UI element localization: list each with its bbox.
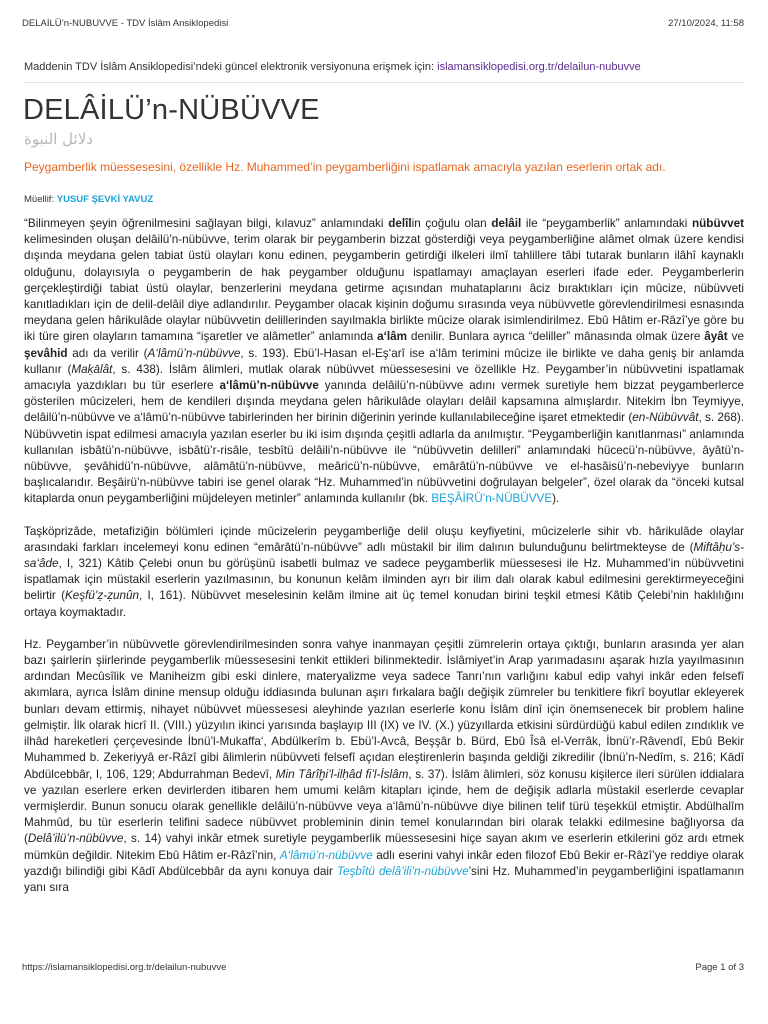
text-run: yanında delâilü’n-nübüvve adını vermek suretiyle hem bizzat peygamberlerce gösterilen mûcizeleri, hem de kendileri dışında meydana gelen hârikulâde olayları delâil kapsamına almışlardır. Nitekim İbn Teymiyye, delâilü’n-nübüvve ve a‘lâmü’n-nübüvve tabirlerinden her birinin diğerinin yerinde kullanılabileceğine işaret etmektedir ( bbox=[24, 379, 744, 425]
term-bold: âyât bbox=[704, 330, 728, 344]
text-run: ile “peygamberlik” anlamındaki bbox=[521, 217, 693, 230]
author-label: Müellif: bbox=[24, 194, 55, 205]
version-notice bbox=[24, 61, 744, 73]
text-run: ve bbox=[727, 330, 744, 344]
text-run: , I, 321) Kâtib Çelebi onun bu görüşünü isabetli bulmaz ve sadece peygamberlik müessesesi ile Hz. Muhammed’in nübüvvetini ispatlamak için müstakil eserlerin yazılmasının, bu konunun kelâm ilminden ayrı bir ilim dalı olarak kabul edilmesini gerektirmeyeceğini belirtir ( bbox=[24, 557, 744, 603]
text-run: Taşköprizâde, metafiziğin bölümleri içinde mûcizelerin peygamberliğe delil oluşu keyfiyetini, mûcizelerle sihir vb. hârikulâde olaylar arasındaki farkları incelemeyi konu edinen “emârâtü’n-nübüvve” adlı müstakil bir ilim dalının bulunduğunu belirtmekteyse de ( bbox=[24, 524, 744, 554]
term-bold: a‘lâmü’n-nübüvve bbox=[219, 379, 319, 393]
text-run: ’sini Hz. Muhammed’in peygamberliğini ispatlamanın yanı sıra bbox=[24, 864, 744, 894]
print-footer-url: https://islamansiklopedisi.org.tr/delailun-nubuvve bbox=[22, 962, 227, 973]
paragraph bbox=[24, 637, 744, 896]
version-notice-link[interactable]: islamansiklopedisi.org.tr/delailun-nubuvve bbox=[437, 61, 641, 73]
text-run: , s. 193). Ebü’l-Hasan el-Eş‘arî ise a‘lâm terimini mûcize ile birlikte ve daha geniş bir anlamda kullanır ( bbox=[24, 346, 744, 376]
cross-reference-link[interactable]: Teşbîtü delâ’ili’n-nübüvve bbox=[336, 864, 469, 878]
source-title: en-Nübüvvât bbox=[632, 411, 699, 425]
text-run: , s. 438). İslâm âlimleri, mutlak olarak nübüvvet müessesesini ve özellikle Hz. Peygamber’in nübüvvetini ispatlamak amacıyla yazdıkları bu tür eserlere bbox=[24, 362, 744, 393]
text-run: , s. 14) vahyi inkâr etmek suretiyle peygamberlik müessesesini hiçe sayan akım ve eserlerin etkilerini göz ardı etmek mümkün değildir. Nitekim Ebû Hâtim er-Râzî’nin, bbox=[24, 832, 744, 862]
paragraph bbox=[24, 524, 744, 621]
version-notice-text: Maddenin TDV İslâm Ansiklopedisi’ndeki güncel elektronik versiyonuna erişmek için: bbox=[24, 61, 435, 73]
print-header-title: DELAİLÜ’n-NUBUVVE - TDV İslâm Ansiklopedisi bbox=[22, 18, 229, 29]
source-title: Keşfü’ẓ-ẓunûn bbox=[64, 589, 140, 603]
term-bold: şevâhid bbox=[24, 346, 68, 360]
text-run: adı da verilir ( bbox=[67, 346, 148, 360]
cross-reference-link[interactable]: BEŞÂİRÜ’n-NÜBÜVVE bbox=[431, 492, 553, 506]
article-body bbox=[24, 216, 744, 948]
page-title: DELÂİLÜ’n-NÜBÜVVE bbox=[23, 94, 320, 126]
text-run: adlı eserini vahyi inkâr eden filozof Ebû Bekir er-Râzî’ye reddiye olarak yazdığı bilindiği gibi Kādî Abdülcebbâr da aynı konuya dair bbox=[24, 848, 744, 878]
term-bold: delâil bbox=[491, 217, 522, 230]
term-bold: delîl bbox=[388, 217, 412, 230]
arabic-title: دلائل النبوة bbox=[24, 130, 93, 148]
page-number: Page 1 of 3 bbox=[695, 962, 744, 973]
text-run: “Bilinmeyen şeyin öğrenilmesini sağlayan bilgi, kılavuz” anlamındaki bbox=[24, 217, 389, 230]
text-run: kelimesinden oluşan delâilü’n-nübüvve, terim olarak bir peygamberin bizzat gösterdiği veya peygamberliğine alâmet olmak üzere kendisi dışında meydana gelen tabiat üstü olayları konu edinen, peygamberin getirdiği ilkeleri ilmî tahlillere tâbi tutarak bunların ilâhî kaynaklı olduğunu, dolayısıyla o peygamberin de hak peygamber olduğunu ispatlamayı amaçlayan eserleri ifade eder. Peygamberlerin gerçekleştirdiği tabiat üstü olaylar, benzerlerini meydana getirme açısından muhataplarını âciz bıraktıkları için mûcize, nübüvveti kanıtladıkları için de delil-delâil diye adlandırılır. Peygamber olacak kişinin doğumu sırasında veya nübüvvetle görevlendirilmesi esnasında meydana gelen hârikulâde olaylar nübüvvetin delillerinden sayılmakla birlikte mûcize olarak isimlendirilmez. Ebû Hâtim er-Râzî’ye göre bu iki türe giren olayların tamamına “işaretler ve alâmetler” anlamında bbox=[24, 233, 744, 344]
text-run: , I, 161). Nübüvvet meselesinin kelâm ilmine ait üç temel konudan birini teşkil etmesi Kâtib Çelebi’nin haklılığını ortaya koymaktadır. bbox=[24, 589, 744, 619]
text-run: in çoğulu olan bbox=[411, 217, 492, 230]
print-header-datetime: 27/10/2024, 11:58 bbox=[668, 18, 744, 29]
text-run: denilir. Bunlara ayrıca “deliller” mânasında olmak üzere bbox=[407, 330, 705, 344]
paragraph bbox=[24, 216, 744, 508]
source-title: Delâ’ilü’n-nübüvve bbox=[27, 832, 124, 846]
term-bold: nübüvvet bbox=[692, 217, 744, 230]
source-title: A‘lâmü’n-nübüvve bbox=[147, 346, 241, 360]
text-run: ). bbox=[552, 492, 560, 506]
source-title: Min Târîḫi’l-ilḥâd fi’l-İslâm bbox=[275, 767, 409, 781]
author-line bbox=[24, 194, 153, 205]
cross-reference-link[interactable]: A‘lâmü’n-nübüvve bbox=[279, 848, 373, 862]
author-name-link[interactable]: YUSUF ŞEVKİ YAVUZ bbox=[56, 194, 154, 205]
text-run: , s. 37). İslâm âlimleri, söz konusu kişilerce ileri sürülen iddialara ve yazılan eserlere erken devirlerden itibaren hem umumi kelâm kitapları içinde, hem de değişik adlarla müstakil eserlerde cevaplar vermişlerdir. Bunun sonucu olarak genellikle delâilü’n-nübüvve veya a‘lâmü’n-nübüvve diye bilinen telif türü teşekkül etmiştir. Abdülhalîm Mahmûd, bu tür eserlerin telifini sadece nübüvvet probleminin dinin temel konularından biri olarak telakki edilmesine bağlıyorsa da ( bbox=[24, 767, 744, 846]
source-title: Miftâḥu’s-sa‘âde bbox=[24, 540, 744, 571]
term-bold: a‘lâm bbox=[377, 330, 408, 344]
text-run: Hz. Peygamber’in nübüvvetle görevlendirilmesinden sonra vahye inanmayan çeşitli zümrelerin ortaya çıktığı, bunların arasında yer alan bazı şairlerin şiirlerinde peygamberlik müessesesini tenkit ettikleri bilinmektedir. İslâmiyet’in Arap yarımadasını aşarak hızla yayılmasının ardından Mecûsîlik ve Maniheizm gibi eski dinlere, materyalizme veya sadece Tanrı’nın varlığını kabul edip vahyi inkâr eden felsefî akımlara, ayrıca İslâm dinine mensup olduğu iddiasında bulunan aşırı fırkalara bağlı değişik zümreler bu tenkitlere fikrî boyutlar ekleyerek bunları devam ettirmiş, nihayet nübüvvet müessesesi aleyhinde yazılan eserlerle konu İslâm dinî için önemsenecek bir problem haline gelmiştir. İlk olarak hicrî II. (VIII.) yüzyılın ikinci yarısında başlayıp III (IX) ve IV. (X.) yüzyıllarda etkisini sürdürdüğü kabul edilen zındıklık ve ilhâd hareketleri çerçevesinde İbnü’l-Mukaffa‘, Abdülkerîm b. Ebü’l-Avcâ, Beşşâr b. Bürd, Ebû Îsâ el-Verrâk, İbnü’r-Râvendî, Ebû Bekir Muhammed b. Zekeriyyâ er-Râzî gibi âlimlerin nübüvveti felsefî açıdan eleştirenlerin başında geldiği zikredilir (İbnü’n-Nedîm, s. 216; Kādî Abdülcebbâr, I, 106, 129; Abdurrahman Bedevî, bbox=[24, 637, 744, 781]
article-summary: Peygamberlik müessesesini, özellikle Hz. Muhammed’in peygamberliğini ispatlamak amacıyla yazılan eserlerin ortak adı. bbox=[24, 160, 666, 174]
text-run: , s. 268). Nübüvvetin ispat edilmesi amacıyla yazılan eserler bu iki isim dışında çeşitli adlarla da anılmıştır. “Peygamberliğin kanıtlanması” anlamında kullanılan isbâtü’n-nübüvve, isbâtü’r-risâle, tesbîtü delâili’n-nübüvve ile “nübüvvetin delilleri” anlamındaki hücecü’n-nübüvve, âyâtü’n-nübüvve, şevâhidü’n-nübüvve, alâmâtü’n-nübüvve, meâricü’n-nübüvve, emârâtü’n-nübüvve ve el-hasâisü’n-nebeviyye bunların başlıcalarıdır. Beşâirü’n-nübüvve tabiri ise genel olarak “Hz. Muhammed’in nübüvvetini doğrulayan belgeler”, özel olarak da “önceki kutsal kitaplarda onun peygamberliğini müjdeleyen metinler” anlamında kullanılır (bk. bbox=[24, 411, 744, 506]
divider bbox=[24, 82, 744, 83]
source-title: Maḳālât bbox=[71, 362, 113, 376]
